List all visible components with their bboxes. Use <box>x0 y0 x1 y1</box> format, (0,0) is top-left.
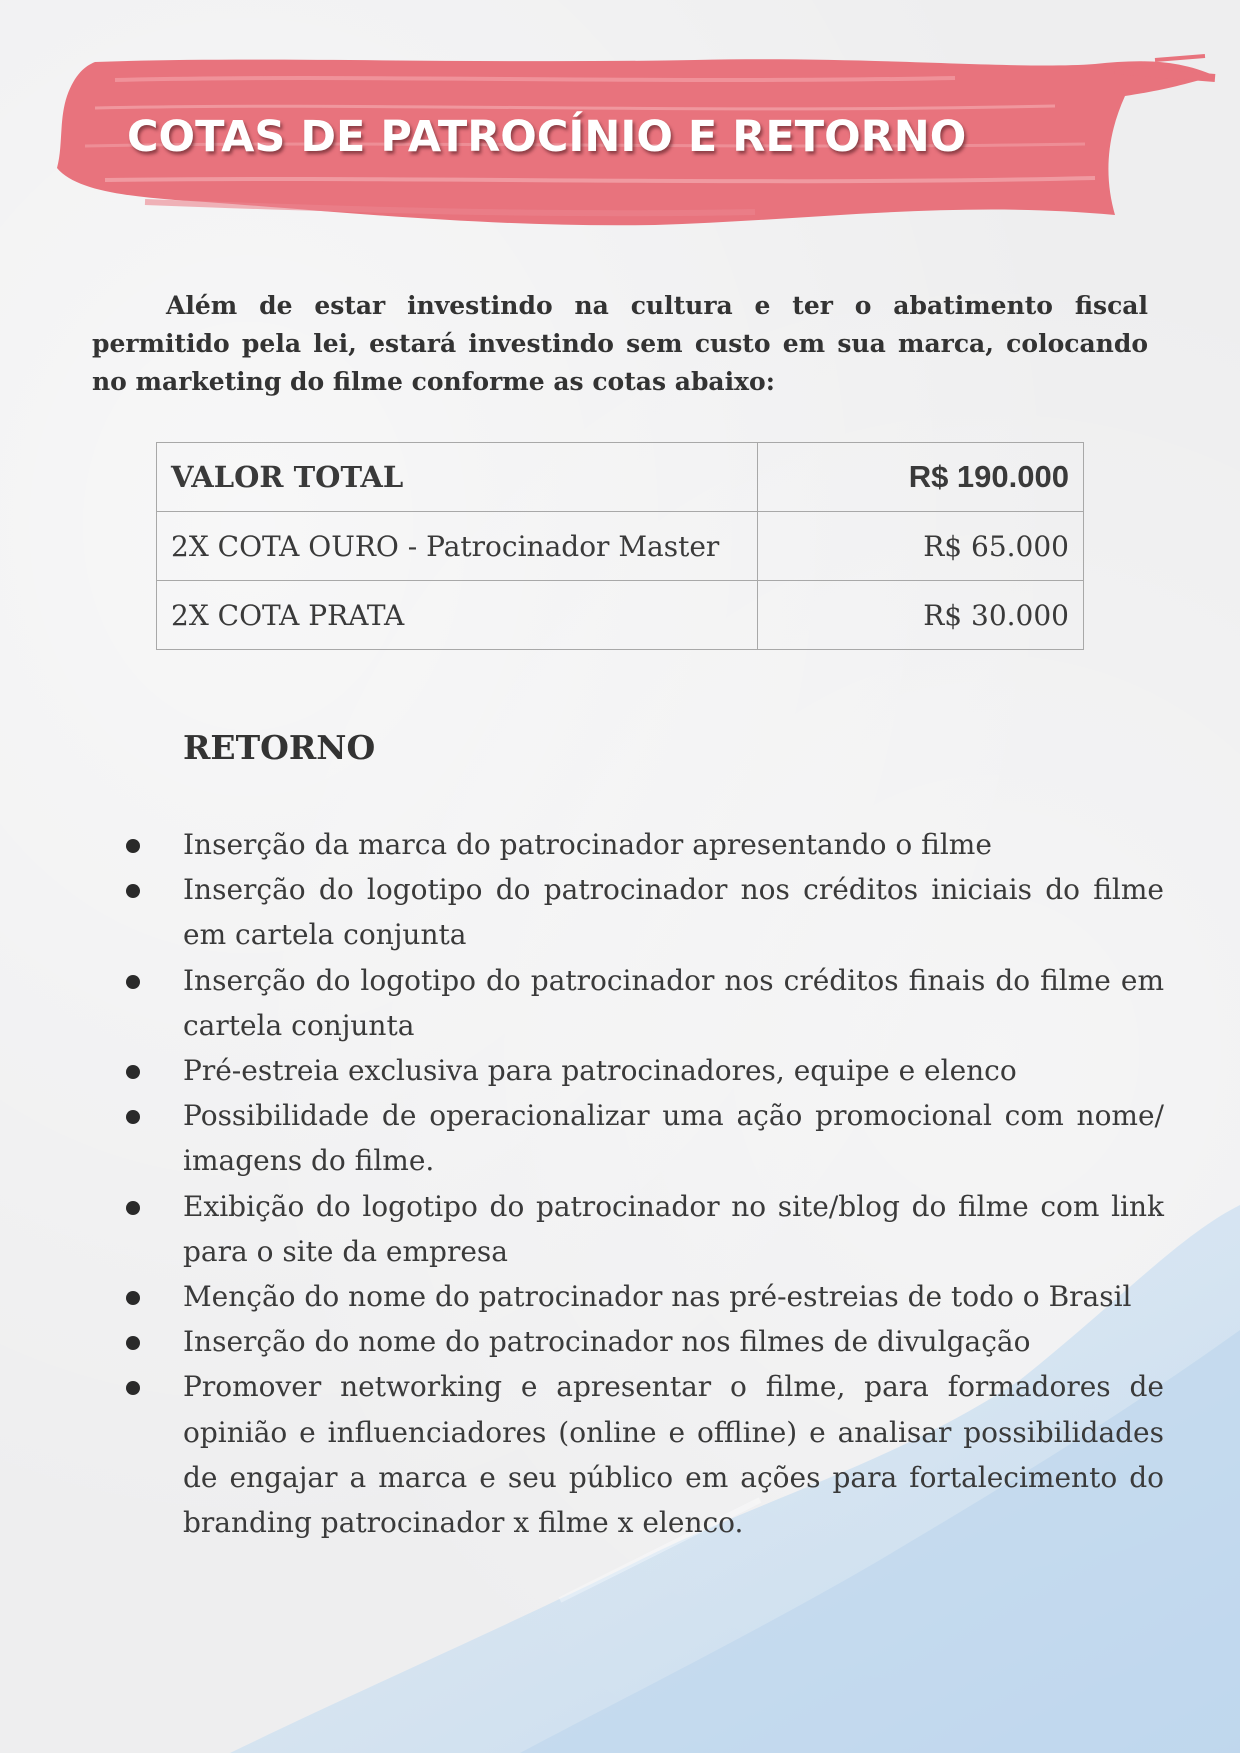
benefits-list <box>120 822 1164 1545</box>
list-item-text: Inserção do logotipo do patrocinador nos créditos iniciais do filme em cartela conjunta <box>183 873 1164 952</box>
table-cell-value: R$ 190.000 <box>758 443 1084 512</box>
bullet-icon <box>126 1110 140 1124</box>
table-row <box>157 581 1084 650</box>
bullet-icon <box>126 839 140 853</box>
sponsorship-table <box>156 442 1084 650</box>
table-cell-label: 2X COTA OURO - Patrocinador Master <box>157 512 758 581</box>
section-heading-retorno: RETORNO <box>183 728 376 767</box>
bullet-icon <box>126 975 140 989</box>
table-cell-label: 2X COTA PRATA <box>157 581 758 650</box>
list-item-text: Possibilidade de operacionalizar uma ação promocional com nome/ imagens do filme. <box>183 1099 1164 1178</box>
list-item <box>120 1319 1164 1364</box>
title-banner <box>55 50 1225 235</box>
list-item-text: Menção do nome do patrocinador nas pré-estreias de todo o Brasil <box>183 1280 1132 1314</box>
list-item <box>120 822 1164 867</box>
bullet-icon <box>126 1381 140 1395</box>
page-title: COTAS DE PATROCÍNIO E RETORNO <box>127 112 967 162</box>
bullet-icon <box>126 1065 140 1079</box>
table-cell-label: VALOR TOTAL <box>157 443 758 512</box>
table-cell-value: R$ 30.000 <box>758 581 1084 650</box>
list-item-text: Exibição do logotipo do patrocinador no site/blog do filme com link para o site da empresa <box>183 1189 1164 1268</box>
list-item <box>120 1093 1164 1183</box>
list-item <box>120 1274 1164 1319</box>
list-item <box>120 1048 1164 1093</box>
list-item <box>120 1184 1164 1274</box>
bullet-icon <box>126 1336 140 1350</box>
list-item-text: Inserção do logotipo do patrocinador nos créditos finais do filme em cartela conjunta <box>183 963 1164 1042</box>
list-item-text: Promover networking e apresentar o filme, para formadores de opinião e influenciadores (online e offline) e analisar possibilidades de engajar a marca e seu público em ações para fortalecimento do branding patrocinador x filme x elenco. <box>183 1370 1164 1540</box>
table-row <box>157 512 1084 581</box>
list-item <box>120 958 1164 1048</box>
list-item <box>120 1364 1164 1545</box>
list-item-text: Inserção do nome do patrocinador nos filmes de divulgação <box>183 1325 1031 1359</box>
bullet-icon <box>126 1291 140 1305</box>
list-item-text: Inserção da marca do patrocinador apresentando o filme <box>183 828 992 861</box>
list-item-text: Pré-estreia exclusiva para patrocinadores, equipe e elenco <box>183 1054 1017 1088</box>
bullet-icon <box>126 1201 140 1215</box>
table-row-total <box>157 443 1084 512</box>
list-item <box>120 867 1164 957</box>
table-cell-value: R$ 65.000 <box>758 512 1084 581</box>
bullet-icon <box>126 884 140 898</box>
intro-paragraph: Além de estar investindo na cultura e ter o abatimento fiscal permitido pela lei, estará investindo sem custo em sua marca, colocando no marketing do filme conforme as cotas abaixo: <box>92 291 1148 396</box>
